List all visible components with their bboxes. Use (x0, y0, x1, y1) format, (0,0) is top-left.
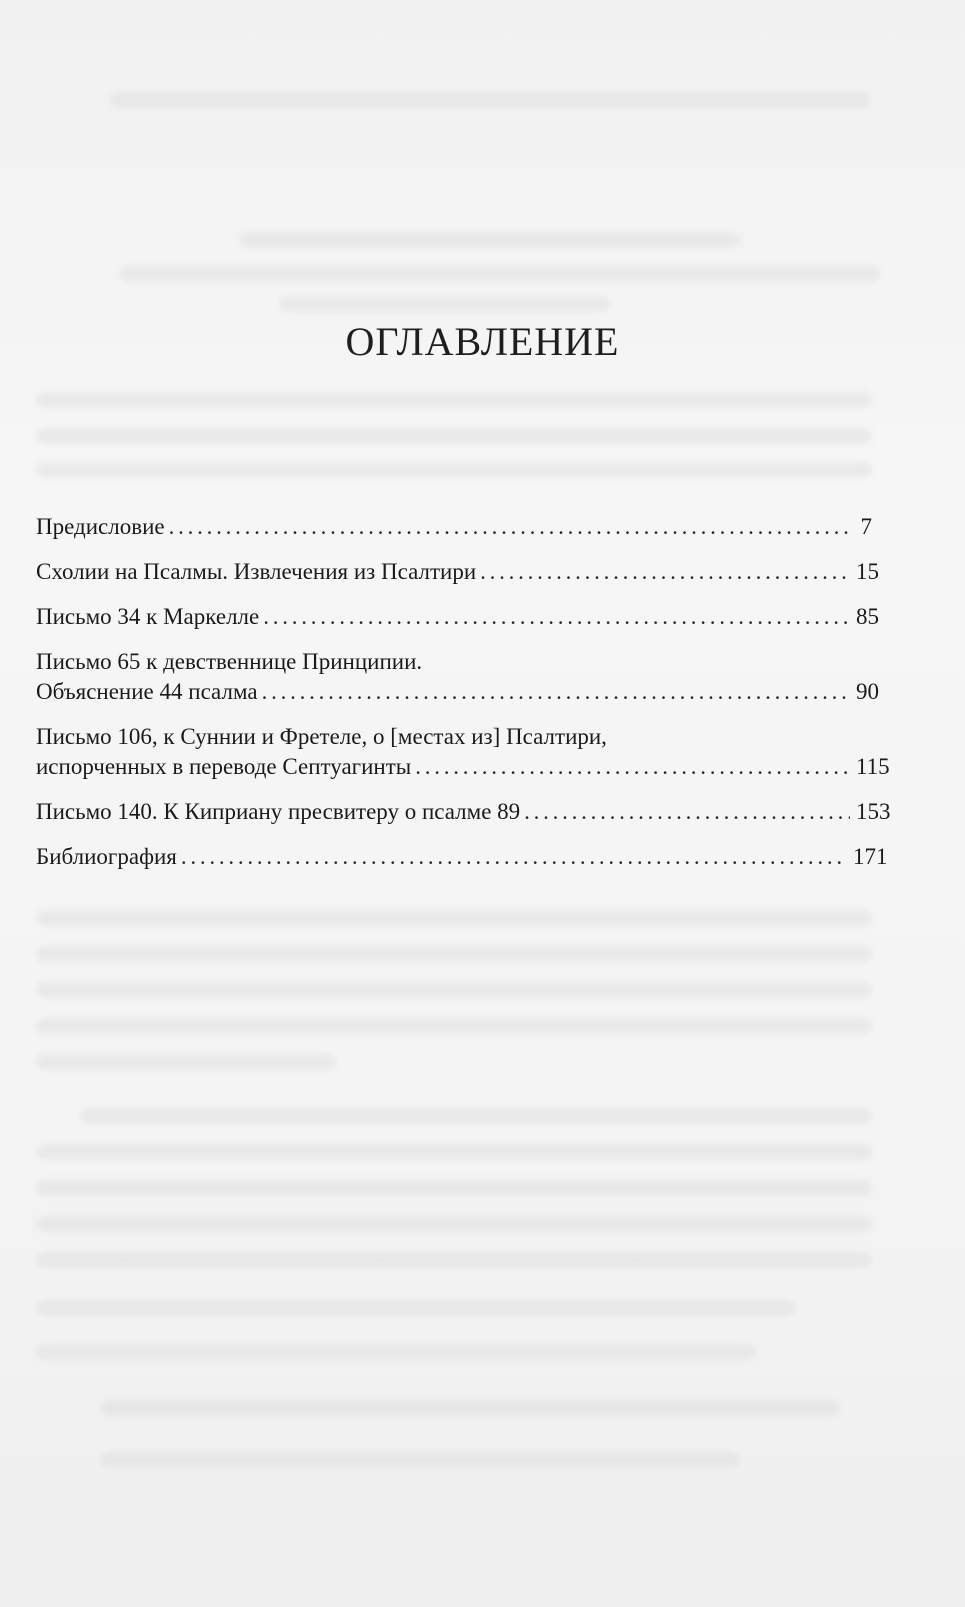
toc-entry-page: 15 (856, 559, 879, 584)
toc-entry-title: Предисловие (36, 514, 165, 539)
toc-entry (36, 602, 879, 632)
dot-leader (169, 512, 850, 542)
toc-entry-title: Схолии на Псалмы. Извлечения из Псалтири (36, 559, 477, 584)
dot-leader (181, 842, 847, 872)
toc-entry (36, 797, 891, 827)
toc-entry-title: Объяснение 44 псалма (36, 679, 258, 704)
toc-entry-page: 90 (856, 679, 879, 704)
toc-entry-title: Письмо 140. К Киприану пресвитеру о псалме 89 (36, 799, 521, 824)
toc-entry-title: испорченных в переводе Септуагинты (36, 754, 412, 779)
dot-leader (524, 797, 850, 827)
dot-leader (415, 752, 850, 782)
toc-entry (36, 722, 890, 782)
toc-entry (36, 512, 872, 542)
toc-entry (36, 842, 888, 872)
toc-entry-title-line1: Письмо 106, к Суннии и Фретеле, о [местах из] Псалтири, (36, 724, 607, 749)
dot-leader (263, 602, 850, 632)
toc-entry-page: 153 (856, 799, 891, 824)
toc-entry-page: 85 (856, 604, 879, 629)
toc-entry-title: Библиография (36, 844, 177, 869)
toc-entry-title: Письмо 34 к Маркелле (36, 604, 260, 629)
toc-entry-title-line1: Письмо 65 к девственнице Принципии. (36, 649, 423, 674)
toc-entry-page: 171 (853, 844, 888, 869)
toc-entry (36, 647, 879, 707)
table-of-contents (36, 512, 891, 887)
dot-leader (262, 677, 850, 707)
page-title: ОГЛАВЛЕНИЕ (345, 319, 620, 364)
toc-entry-page: 7 (860, 514, 872, 539)
toc-entry (36, 557, 879, 587)
dot-leader (480, 557, 850, 587)
toc-entry-page: 115 (856, 754, 890, 779)
